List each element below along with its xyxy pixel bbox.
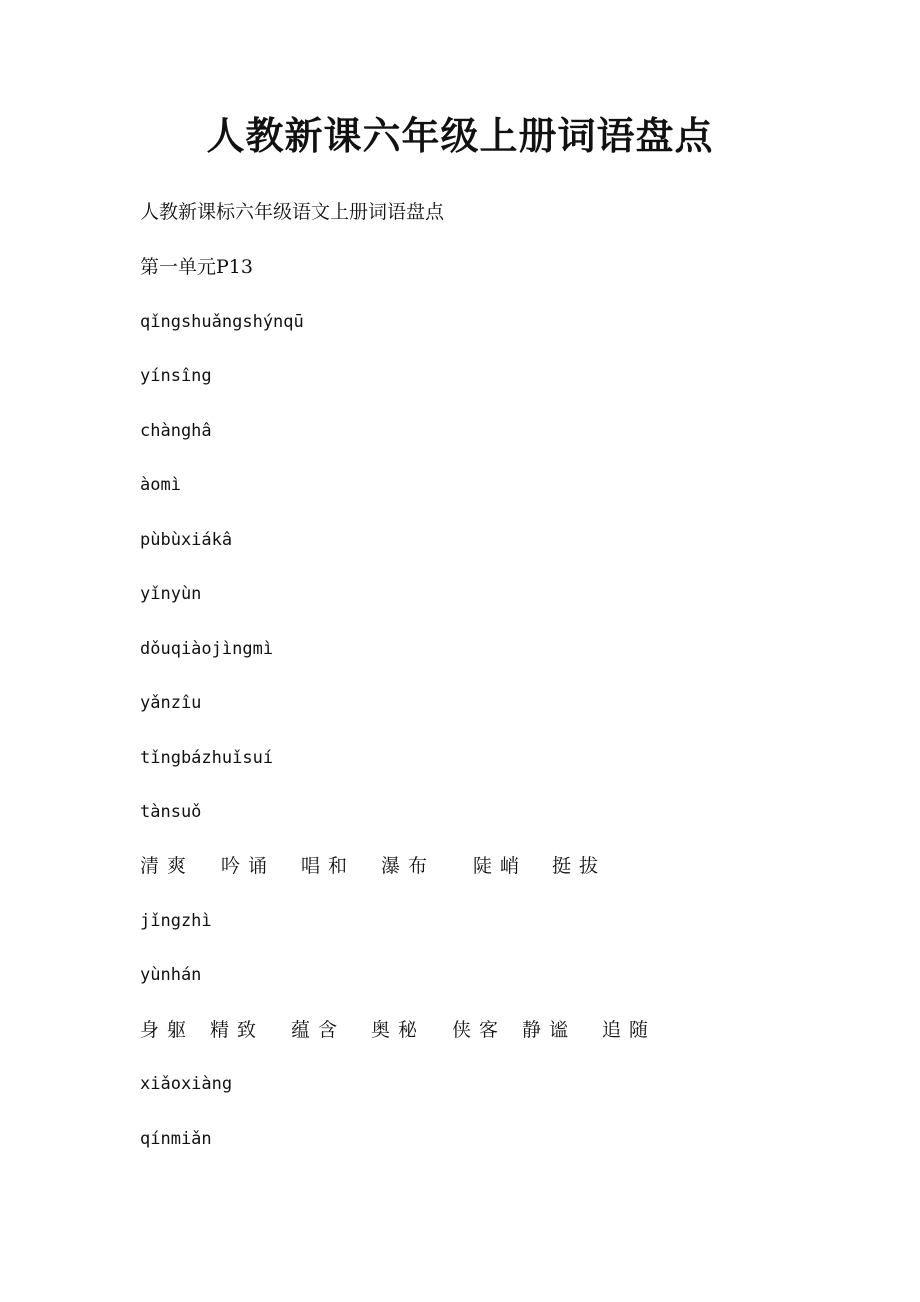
pinyin-line: àomì	[140, 475, 181, 495]
pinyin-line: qínmiǎn	[140, 1129, 212, 1149]
document-title: 人教新课六年级上册词语盘点	[206, 113, 714, 158]
pinyin-line: yǐnyùn	[140, 584, 202, 604]
pinyin-line: yǎnzîu	[140, 693, 202, 713]
word-item: 蕴含	[291, 1019, 346, 1041]
pinyin-line: tǐngbázhuǐsuí	[140, 748, 274, 768]
word-item: 精致	[210, 1019, 265, 1041]
pinyin-line: tànsuǒ	[140, 802, 202, 822]
document-subtitle: 人教新课标六年级语文上册词语盘点	[140, 201, 445, 223]
pinyin-line: pùbùxiákâ	[140, 530, 233, 550]
word-item: 侠客	[452, 1019, 507, 1041]
word-item: 瀑布	[381, 855, 436, 877]
pinyin-line: yùnhán	[140, 965, 202, 985]
word-item: 静谧	[522, 1019, 577, 1041]
word-item: 陡峭	[473, 855, 528, 877]
pinyin-line: xiǎoxiàng	[140, 1074, 233, 1094]
word-item: 挺拔	[552, 855, 607, 877]
pinyin-line: jǐngzhì	[140, 911, 212, 931]
word-row-2	[140, 1017, 662, 1043]
word-row-1	[140, 853, 632, 879]
pinyin-line: dǒuqiàojìngmì	[140, 639, 274, 659]
word-item: 清爽	[140, 855, 195, 877]
word-item: 身躯	[140, 1019, 195, 1041]
word-item: 唱和	[301, 855, 356, 877]
pinyin-line: qǐngshuǎngshýnqū	[140, 312, 304, 332]
word-item: 奥秘	[371, 1019, 426, 1041]
word-item: 吟诵	[221, 855, 276, 877]
word-item: 追随	[602, 1019, 657, 1041]
pinyin-line: yínsîng	[140, 366, 212, 386]
unit-heading: 第一单元P13	[140, 256, 253, 278]
pinyin-line: chànghâ	[140, 421, 212, 441]
